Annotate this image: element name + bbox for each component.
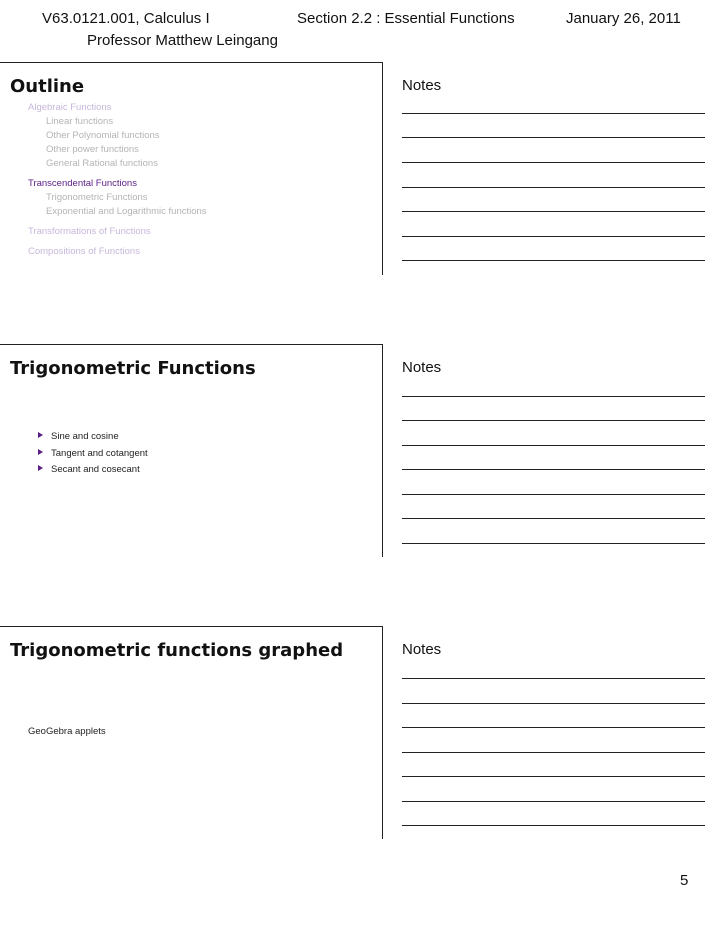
bullet-text: Sine and cosine bbox=[51, 431, 119, 442]
notes-line bbox=[402, 752, 705, 753]
notes-line bbox=[402, 678, 705, 679]
notes-line bbox=[402, 703, 705, 704]
outline-item: Linear functions bbox=[46, 116, 114, 127]
notes-line bbox=[402, 137, 705, 138]
notes-line bbox=[402, 236, 705, 237]
notes-line bbox=[402, 187, 705, 188]
notes-label: Notes bbox=[402, 359, 442, 376]
outline-item: Other Polynomial functions bbox=[46, 130, 160, 141]
bullet-triangle-icon bbox=[38, 465, 43, 471]
bullet-triangle-icon bbox=[38, 432, 43, 438]
notes-label: Notes bbox=[402, 641, 442, 658]
slide-outline bbox=[0, 62, 383, 275]
notes-line bbox=[402, 776, 705, 777]
outline-item: General Rational functions bbox=[46, 158, 158, 169]
notes-line bbox=[402, 445, 705, 446]
bullet-item bbox=[38, 448, 148, 465]
bullet-item bbox=[38, 431, 148, 448]
outline-item: Trigonometric Functions bbox=[46, 192, 148, 203]
outline-item: Algebraic Functions bbox=[28, 102, 112, 113]
notes-line bbox=[402, 113, 705, 114]
notes-line bbox=[402, 543, 705, 544]
notes-line bbox=[402, 518, 705, 519]
notes-line bbox=[402, 420, 705, 421]
notes-line bbox=[402, 727, 705, 728]
section-header: Section 2.2 : Essential Functions bbox=[297, 10, 515, 27]
notes-label: Notes bbox=[402, 77, 442, 94]
slide-body-text: GeoGebra applets bbox=[28, 726, 106, 737]
outline-item: Other power functions bbox=[46, 144, 139, 155]
outline-item-current: Transcendental Functions bbox=[28, 178, 137, 189]
date-header: January 26, 2011 bbox=[566, 10, 681, 27]
notes-line bbox=[402, 469, 705, 470]
notes-line bbox=[402, 162, 705, 163]
outline-item: Exponential and Logarithmic functions bbox=[46, 206, 207, 217]
notes-line bbox=[402, 825, 705, 826]
bullet-triangle-icon bbox=[38, 449, 43, 455]
bullet-item bbox=[38, 464, 148, 481]
slide-title: Outline bbox=[10, 76, 85, 97]
notes-line bbox=[402, 260, 705, 261]
slide-trigonometric-functions-graphed bbox=[0, 626, 383, 839]
outline-item: Transformations of Functions bbox=[28, 226, 151, 237]
page-number: 5 bbox=[680, 872, 689, 889]
notes-line bbox=[402, 801, 705, 802]
notes-line bbox=[402, 396, 705, 397]
bullet-text: Tangent and cotangent bbox=[51, 447, 148, 459]
notes-line bbox=[402, 494, 705, 495]
bullet-text: Secant and cosecant bbox=[51, 464, 140, 475]
notes-line bbox=[402, 211, 705, 212]
slide-title: Trigonometric functions graphed bbox=[10, 640, 344, 661]
outline-item: Compositions of Functions bbox=[28, 246, 140, 257]
slide-title: Trigonometric Functions bbox=[10, 358, 256, 379]
course-header: V63.0121.001, Calculus I bbox=[42, 10, 210, 27]
slide-trigonometric-functions bbox=[0, 344, 383, 557]
bullet-list bbox=[38, 431, 148, 481]
professor-header: Professor Matthew Leingang bbox=[87, 32, 278, 49]
